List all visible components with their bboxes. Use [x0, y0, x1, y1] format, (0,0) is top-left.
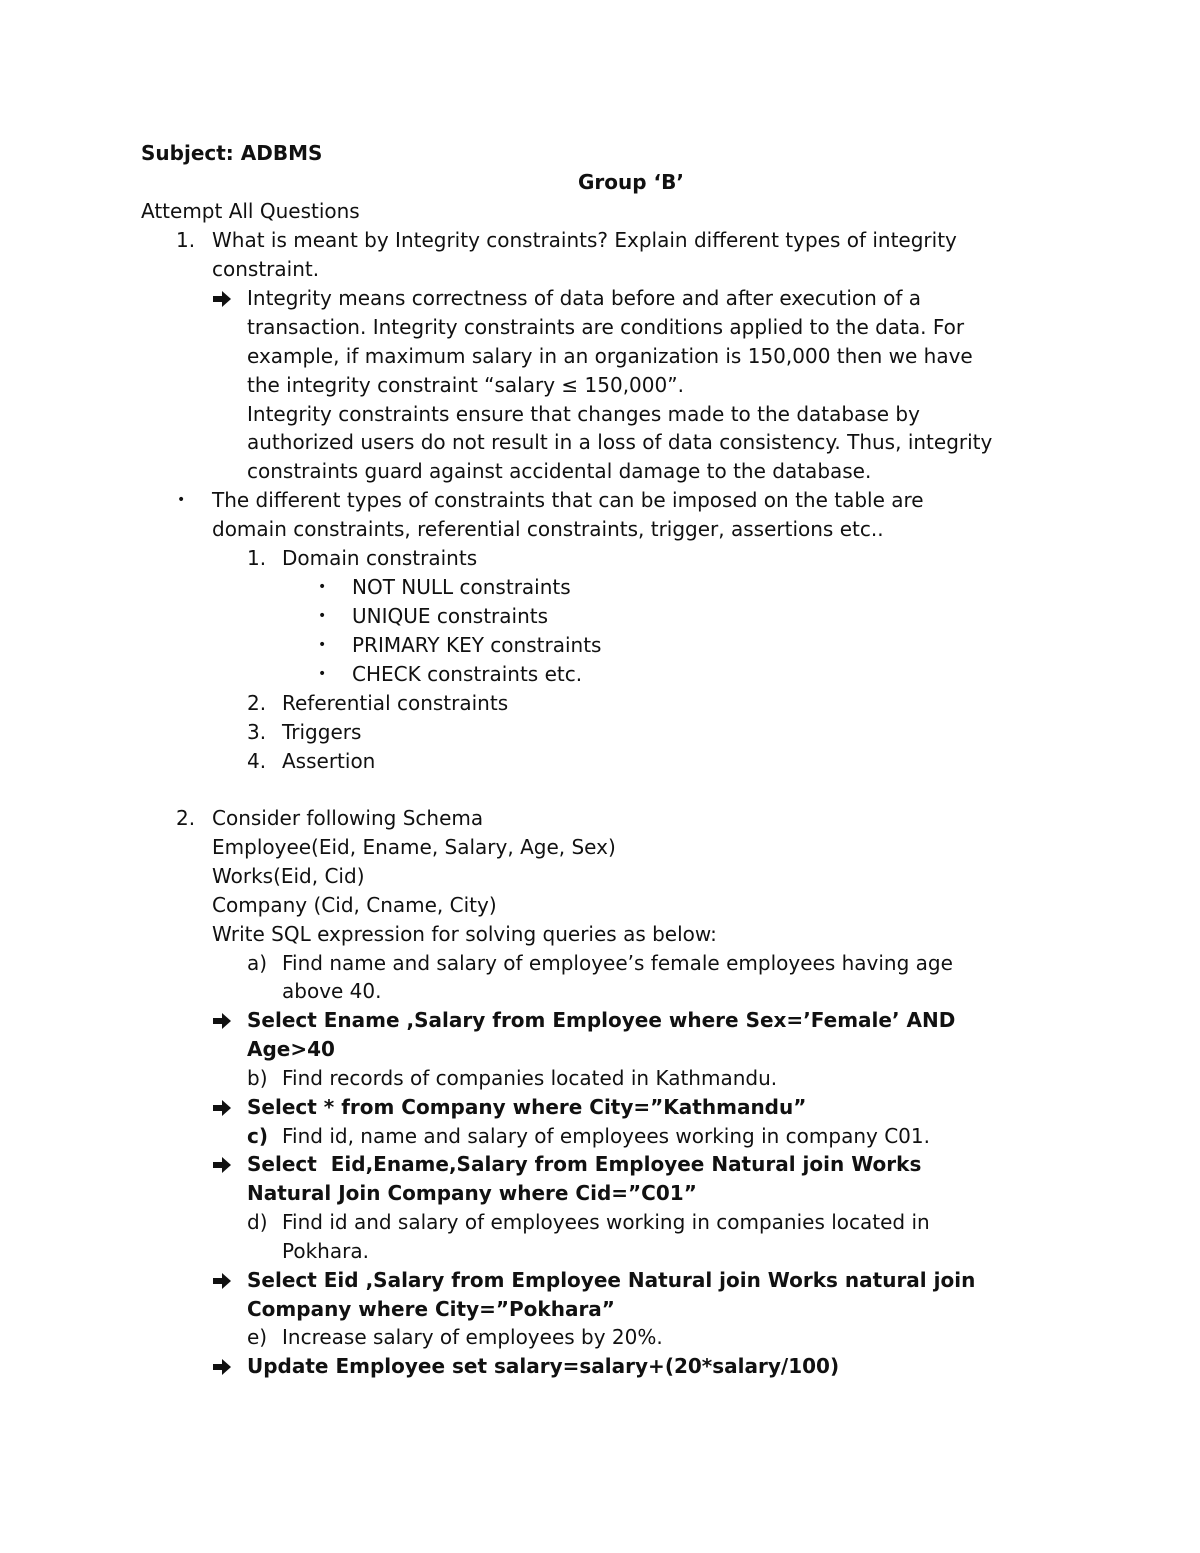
sub-question-label: a): [247, 951, 268, 975]
types-intro-line: domain constraints, referential constraints, trigger, assertions etc..: [212, 517, 884, 541]
schema-line: Consider following Schema: [212, 806, 484, 830]
sub-question-text: Find name and salary of employee’s female employees having age: [282, 951, 953, 975]
arrow-icon: [213, 1150, 231, 1179]
domain-subtype: NOT NULL constraints: [352, 575, 571, 599]
answer-text-line: authorized users do not result in a loss of data consistency. Thus, integrity: [247, 430, 993, 454]
constraint-type: Assertion: [282, 749, 376, 773]
schema-line: Works(Eid, Cid): [212, 864, 365, 888]
constraint-type: Triggers: [282, 720, 362, 744]
sql-answer: Natural Join Company where Cid=”C01”: [247, 1181, 697, 1205]
schema-line: Company (Cid, Cname, City): [212, 893, 497, 917]
answer-text-line: Integrity constraints ensure that changes made to the database by: [247, 402, 920, 426]
domain-subtype: PRIMARY KEY constraints: [352, 633, 602, 657]
sub-question-text: Find id and salary of employees working in companies located in: [282, 1210, 930, 1234]
schema-line: Employee(Eid, Ename, Salary, Age, Sex): [212, 835, 616, 859]
domain-subtype: UNIQUE constraints: [352, 604, 549, 628]
list-number: 4.: [247, 749, 267, 773]
sub-question-text: Find id, name and salary of employees working in company C01.: [282, 1124, 930, 1148]
arrow-icon: [213, 1093, 231, 1122]
sub-question-label: c): [247, 1124, 268, 1148]
sub-question-text: Increase salary of employees by 20%.: [282, 1325, 663, 1349]
arrow-icon: [213, 1266, 231, 1295]
list-number: 3.: [247, 720, 267, 744]
domain-subtype: CHECK constraints etc.: [352, 662, 583, 686]
sql-answer: Select Ename ,Salary from Employee where Sex=’Female’ AND: [247, 1008, 956, 1032]
bullet-icon: •: [318, 579, 327, 595]
list-number: 2.: [247, 691, 267, 715]
sub-question-text: above 40.: [282, 979, 382, 1003]
schema-line: Write SQL expression for solving queries as below:: [212, 922, 717, 946]
bullet-icon: •: [318, 666, 327, 682]
answer-text-line: example, if maximum salary in an organization is 150,000 then we have: [247, 344, 973, 368]
sql-answer: Select Eid,Ename,Salary from Employee Natural join Works: [247, 1152, 922, 1176]
sub-question-label: e): [247, 1325, 268, 1349]
sub-question-label: b): [247, 1066, 268, 1090]
question-number: 1.: [176, 228, 196, 252]
sub-question-label: d): [247, 1210, 268, 1234]
sql-answer: Age>40: [247, 1037, 335, 1061]
bullet-icon: •: [177, 492, 186, 508]
types-intro-line: The different types of constraints that can be imposed on the table are: [212, 488, 924, 512]
sql-answer: Company where City=”Pokhara”: [247, 1297, 615, 1321]
arrow-icon: [213, 284, 231, 313]
answer-text-line: the integrity constraint “salary ≤ 150,000”.: [247, 373, 684, 397]
sub-question-text: Find records of companies located in Kathmandu.: [282, 1066, 778, 1090]
sql-answer: Update Employee set salary=salary+(20*salary/100): [247, 1354, 840, 1378]
group-heading: Group ‘B’: [578, 170, 684, 194]
sql-answer: Select Eid ,Salary from Employee Natural join Works natural join: [247, 1268, 976, 1292]
instruction-text: Attempt All Questions: [141, 199, 360, 223]
answer-text-line: constraints guard against accidental damage to the database.: [247, 459, 872, 483]
list-number: 1.: [247, 546, 267, 570]
sql-answer: Select * from Company where City=”Kathmandu”: [247, 1095, 807, 1119]
question-text-line: What is meant by Integrity constraints? Explain different types of integrity: [212, 228, 957, 252]
sub-question-text: Pokhara.: [282, 1239, 369, 1263]
question-number: 2.: [176, 806, 196, 830]
answer-text-line: transaction. Integrity constraints are conditions applied to the data. For: [247, 315, 965, 339]
subject-heading: Subject: ADBMS: [141, 141, 323, 165]
constraint-type: Domain constraints: [282, 546, 478, 570]
bullet-icon: •: [318, 608, 327, 624]
bullet-icon: •: [318, 637, 327, 653]
answer-text-line: Integrity means correctness of data before and after execution of a: [247, 286, 922, 310]
arrow-icon: [213, 1006, 231, 1035]
question-text-line: constraint.: [212, 257, 320, 281]
constraint-type: Referential constraints: [282, 691, 509, 715]
arrow-icon: [213, 1352, 231, 1381]
